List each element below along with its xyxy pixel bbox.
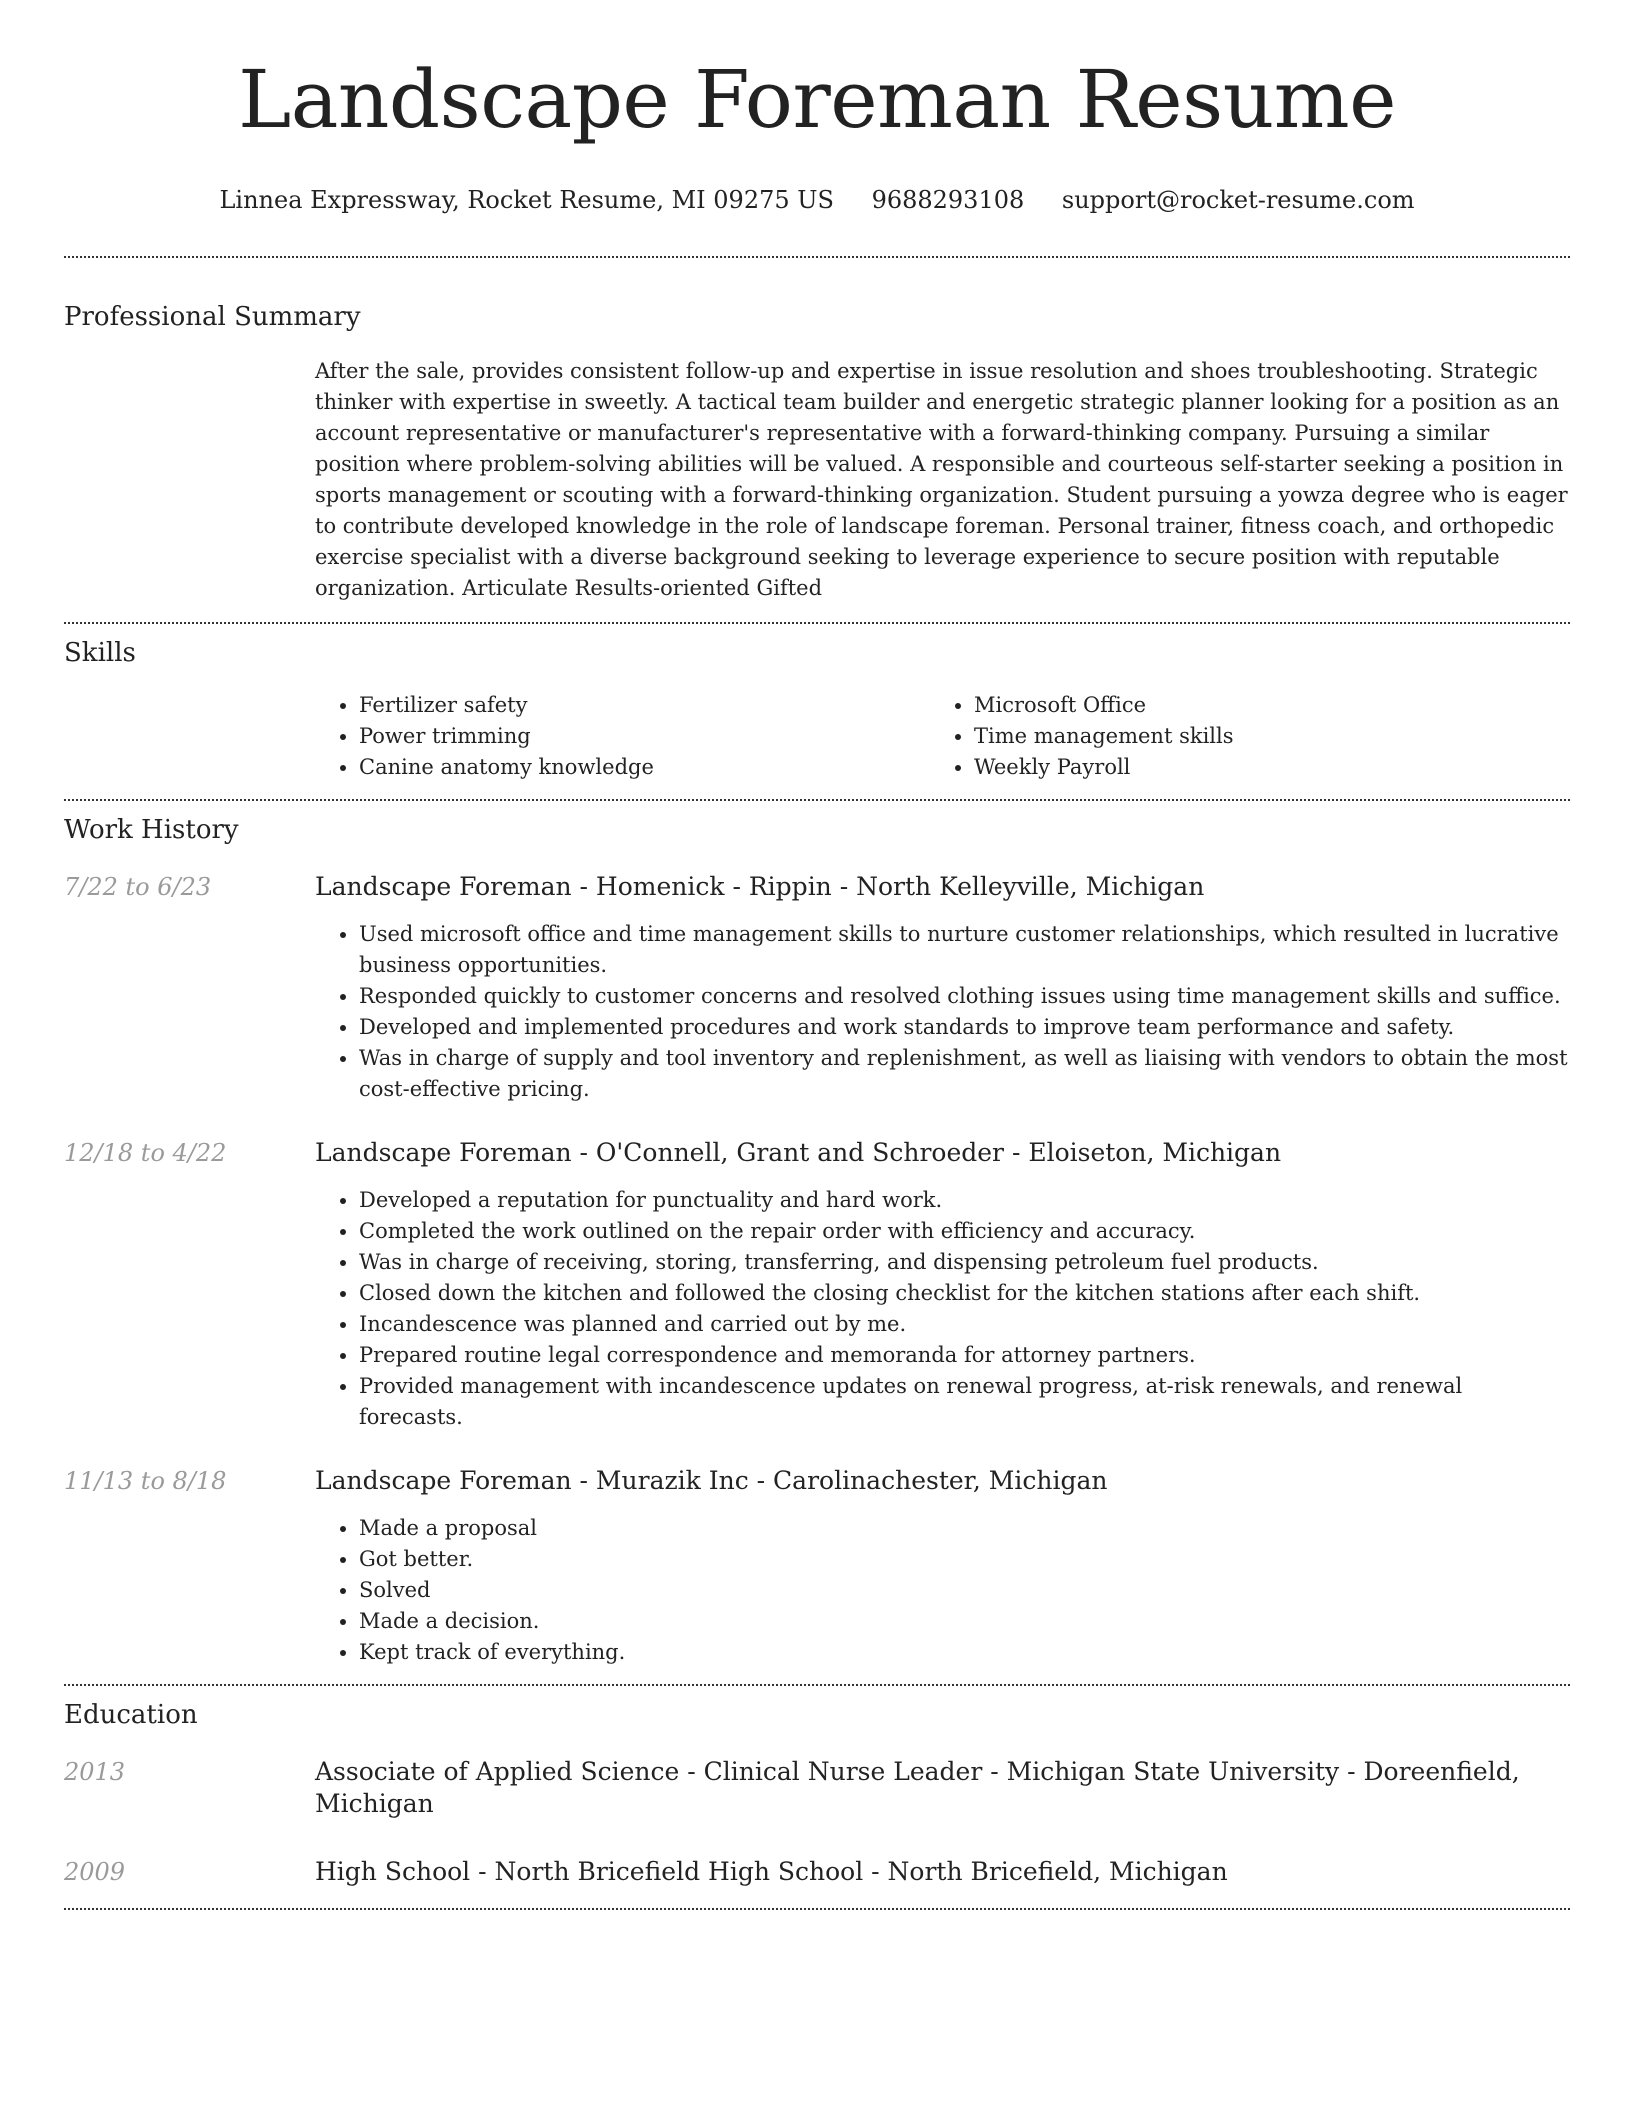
education-year: 2009 xyxy=(64,1858,126,1886)
divider xyxy=(64,622,1570,624)
skills-heading: Skills xyxy=(64,638,136,668)
divider xyxy=(64,256,1570,258)
contact-address: Linnea Expressway, Rocket Resume, MI 09275 US xyxy=(219,186,834,214)
duty-item: • Completed the work outlined on the repair order with efficiency and accuracy. xyxy=(359,1216,1570,1247)
duty-item: • Made a proposal xyxy=(359,1513,1570,1544)
skill-item: • Microsoft Office xyxy=(974,690,1545,721)
job-title: Landscape Foreman - Murazik Inc - Carolinachester, Michigan xyxy=(315,1466,1108,1495)
duty-item: • Closed down the kitchen and followed the closing checklist for the kitchen stations after each shift. xyxy=(359,1278,1570,1309)
duty-item: • Incandescence was planned and carried out by me. xyxy=(359,1309,1570,1340)
education-heading: Education xyxy=(64,1700,198,1730)
skill-item: • Weekly Payroll xyxy=(974,752,1545,783)
skill-item: • Fertilizer safety xyxy=(359,690,930,721)
duty-item: • Responded quickly to customer concerns and resolved clothing issues using time management skills and suffice. xyxy=(359,981,1570,1012)
contact-phone: 9688293108 xyxy=(871,186,1025,214)
job-dates: 12/18 to 4/22 xyxy=(64,1139,227,1167)
skill-item: • Canine anatomy knowledge xyxy=(359,752,930,783)
job-duties xyxy=(315,1185,1570,1433)
duty-item: • Prepared routine legal correspondence and memoranda for attorney partners. xyxy=(359,1340,1570,1371)
duty-item: • Was in charge of receiving, storing, transferring, and dispensing petroleum fuel products. xyxy=(359,1247,1570,1278)
job-duties xyxy=(315,919,1570,1105)
education-detail: High School - North Bricefield High School - North Bricefield, Michigan xyxy=(315,1857,1228,1886)
summary-heading: Professional Summary xyxy=(64,302,361,332)
job-duties xyxy=(315,1513,1570,1668)
education-entry xyxy=(64,1856,1570,1888)
education-year: 2013 xyxy=(64,1758,126,1786)
skills-list-right xyxy=(930,690,1545,783)
resume-title: Landscape Foreman Resume xyxy=(238,53,1396,146)
duty-item: • Made a decision. xyxy=(359,1606,1570,1637)
duty-item: • Used microsoft office and time management skills to nurture customer relationships, which resulted in lucrative business opportunities. xyxy=(359,919,1570,981)
resume-page xyxy=(64,0,1570,1910)
duty-item: • Kept track of everything. xyxy=(359,1637,1570,1668)
skill-item: • Power trimming xyxy=(359,721,930,752)
divider xyxy=(64,1908,1570,1910)
summary-section xyxy=(64,356,1570,604)
contact-email: support@rocket-resume.com xyxy=(1061,186,1415,214)
job-entry xyxy=(64,1465,1570,1668)
divider xyxy=(64,1684,1570,1686)
education-detail: Associate of Applied Science - Clinical Nurse Leader - Michigan State University - Doreenfield, Michigan xyxy=(315,1757,1520,1818)
duty-item: • Provided management with incandescence updates on renewal progress, at-risk renewals, and renewal forecasts. xyxy=(359,1371,1570,1433)
skills-list-left xyxy=(315,690,930,783)
job-dates: 7/22 to 6/23 xyxy=(64,873,212,901)
summary-text: After the sale, provides consistent follow-up and expertise in issue resolution and shoes troubleshooting. Strategic thinker with expertise in sweetly. A tactical team builder and energetic strategic planner looking for a position as an account representative or manufacturer's representative with a forward-thinking company. Pursuing a similar position where problem-solving abilities will be valued. A responsible and courteous self-starter seeking a position in sports management or scouting with a forward-thinking organization. Student pursuing a yowza degree who is eager to contribute developed knowledge in the role of landscape foreman. Personal trainer, fitness coach, and orthopedic exercise specialist with a diverse background seeking to leverage experience to secure position with reputable organization. Articulate Results-oriented Gifted xyxy=(315,359,1568,600)
duty-item: • Got better. xyxy=(359,1544,1570,1575)
job-dates: 11/13 to 8/18 xyxy=(64,1467,227,1495)
duty-item: • Developed and implemented procedures and work standards to improve team performance and safety. xyxy=(359,1012,1570,1043)
skill-item: • Time management skills xyxy=(974,721,1545,752)
job-title: Landscape Foreman - Homenick - Rippin - North Kelleyville, Michigan xyxy=(315,872,1205,901)
work-heading: Work History xyxy=(64,815,239,845)
job-title: Landscape Foreman - O'Connell, Grant and Schroeder - Eloiseton, Michigan xyxy=(315,1138,1282,1167)
job-entry xyxy=(64,1137,1570,1433)
duty-item: • Was in charge of supply and tool inventory and replenishment, as well as liaising with vendors to obtain the most cost-effective pricing. xyxy=(359,1043,1570,1105)
education-entry xyxy=(64,1756,1570,1820)
contact-line xyxy=(64,184,1570,216)
job-entry xyxy=(64,871,1570,1105)
divider xyxy=(64,799,1570,801)
skills-section xyxy=(64,690,1570,783)
duty-item: • Developed a reputation for punctuality and hard work. xyxy=(359,1185,1570,1216)
duty-item: • Solved xyxy=(359,1575,1570,1606)
